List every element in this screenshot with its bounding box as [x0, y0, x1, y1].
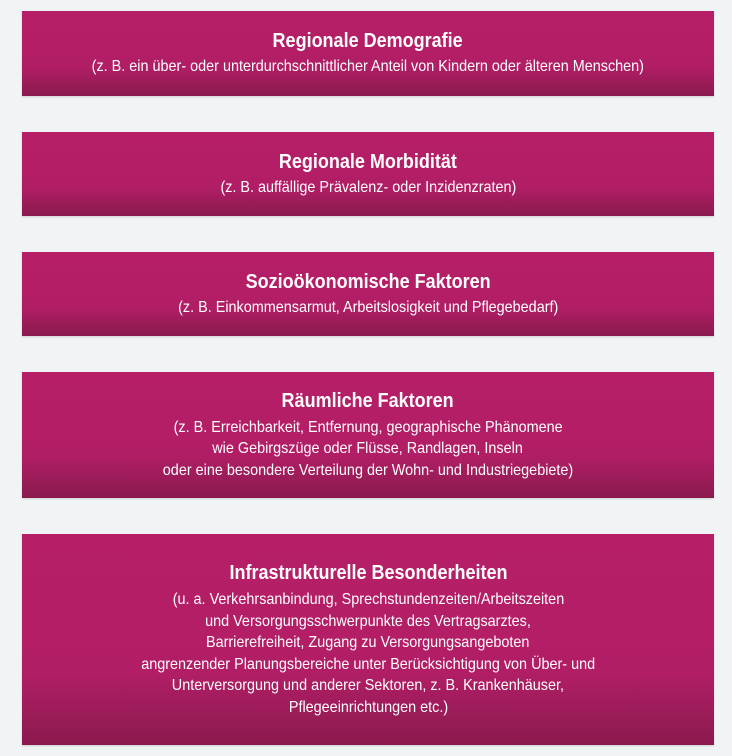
factor-title: Räumliche Faktoren — [281, 389, 455, 412]
factor-title: Regionale Demografie — [272, 30, 464, 53]
factor-box-regionale-morbiditaet — [22, 132, 714, 216]
factor-description-line: wie Gebirgszüge oder Flüsse, Randlagen, Inseln — [212, 440, 524, 458]
factor-box-regionale-demografie — [22, 11, 714, 96]
factor-description-line: (z. B. Einkommensarmut, Arbeitslosigkeit und Pflegebedarf) — [177, 298, 559, 316]
factor-box-soziooekonomische-faktoren — [22, 252, 714, 336]
factor-title: Regionale Morbidität — [278, 150, 458, 173]
factor-description-line: Unterversorgung und anderer Sektoren, z. B. Krankenhäuser, — [171, 677, 565, 694]
factor-title: Infrastrukturelle Besonderheiten — [228, 562, 508, 584]
factor-description-line: (z. B. ein über- oder unterdurchschnittlicher Anteil von Kindern oder älteren Menschen) — [91, 58, 645, 76]
factor-description-line: (u. a. Verkehrsanbindung, Sprechstundenzeiten/Arbeitszeiten — [172, 591, 564, 608]
factor-description-line: oder eine besondere Verteilung der Wohn- und Industriegebiete) — [162, 461, 574, 479]
factor-description-line: Barrierefreiheit, Zugang zu Versorgungsangeboten — [206, 634, 530, 651]
factor-description-line: Pflegeeinrichtungen etc.) — [288, 698, 448, 716]
factor-box-infrastrukturelle-besonderheiten — [22, 534, 714, 745]
factor-title: Sozioökonomische Faktoren — [245, 270, 491, 293]
factor-description-line: angrenzender Planungsbereiche unter Berücksichtigung von Über- und — [141, 655, 595, 673]
factor-box-raeumliche-faktoren — [22, 372, 714, 498]
factor-description-line: (z. B. auffällige Prävalenz- oder Inzidenzraten) — [220, 178, 516, 196]
factor-description-line: (z. B. Erreichbarkeit, Entfernung, geographische Phänomene — [173, 418, 563, 436]
factor-description-line: und Versorgungsschwerpunkte des Vertragsarztes, — [205, 612, 531, 630]
